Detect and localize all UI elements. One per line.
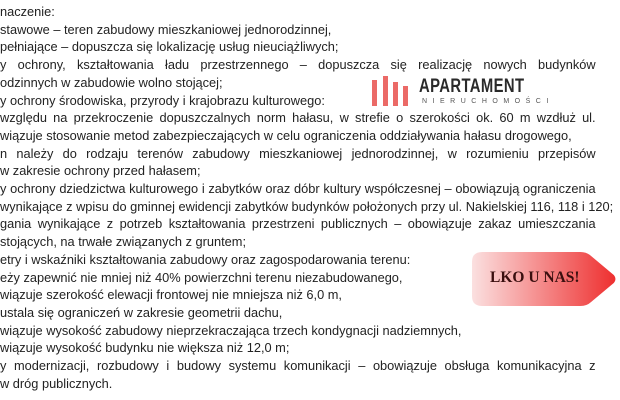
logo-bar [383, 76, 388, 106]
document-line: n należy do rodzaju terenów zabudowy mieszkaniowej jednorodzinnej, w rozumieniu przepisów [0, 145, 596, 161]
ribbon-label[interactable]: LKO U NAS! [490, 269, 580, 286]
document-line: y ochrony, kształtowania ładu przestrzennego – dopuszcza się realizację nowych budynków [0, 57, 596, 73]
document-line: wynikające z wpisu do gminnej ewidencji zabytków budynków położonych przy ul. Nakielskiej 116, 118 i 120; [0, 198, 614, 214]
document-line: eży zapewnić nie mniej niż 40% powierzchni terenu niezabudowanego, [0, 269, 403, 285]
logo-bar [403, 86, 408, 106]
logo-bar [393, 82, 398, 106]
document-line: naczenie: [0, 4, 55, 19]
document-line: etry i wskaźniki kształtowania zabudowy oraz zagospodarowania terenu: [0, 251, 411, 267]
document-line: pełniające – dopuszcza się lokalizację usług nieuciążliwych; [0, 39, 339, 55]
document-line: y modernizacji, rozbudowy i budowy systemu komunikacji – obowiązuje obsługa komunikacyjna z [0, 358, 596, 373]
document-line: wiązuje stosowanie metod zabezpieczających w celu ograniczenia oddziaływania hałasu drogowego, [0, 127, 572, 143]
document-line: y ochrony dziedzictwa kulturowego i zabytków oraz dóbr kultury współczesnej – obowiązują ograniczenia [0, 181, 596, 196]
document-line: wiązuje wysokość zabudowy nieprzekraczająca trzech kondygnacji nadziemnych, [0, 322, 462, 338]
document-line: ustala się ograniczeń w zakresie geometrii dachu, [0, 304, 283, 320]
document-line: gania wynikające z potrzeb kształtowania przestrzeni publicznych – obowiązuje zakaz umieszczania [0, 216, 596, 232]
document-line: względu na przekroczenie dopuszczalnych norm hałasu, w strefie o szerokości ok. 60 m wzdłuż ul. [0, 110, 596, 126]
apartament-logo [372, 76, 552, 108]
document-line: w dróg publicznych. [0, 375, 113, 391]
document-line: stawowe – teren zabudowy mieszkaniowej jednorodzinnej, [0, 21, 332, 37]
document-line: wiązuje wysokość budynku nie większa niż 12,0 m; [0, 340, 290, 356]
document-line: w zakresie ochrony przed hałasem; [0, 163, 201, 179]
document-line: odzinnych w zabudowie wolno stojącej; [0, 74, 223, 90]
document-line: wiązuje szerokość elewacji frontowej nie mniejsza niż 6,0 m, [0, 287, 342, 303]
logo-name: APARTAMENT [419, 76, 525, 97]
logo-bar [372, 80, 377, 106]
document-line: y ochrony środowiska, przyrody i krajobrazu kulturowego: [0, 92, 325, 108]
logo-subtitle: NIERUCHOMOŚCI [422, 98, 554, 105]
document-line: stojących, na trwałe związanych z gruntem; [0, 234, 247, 250]
